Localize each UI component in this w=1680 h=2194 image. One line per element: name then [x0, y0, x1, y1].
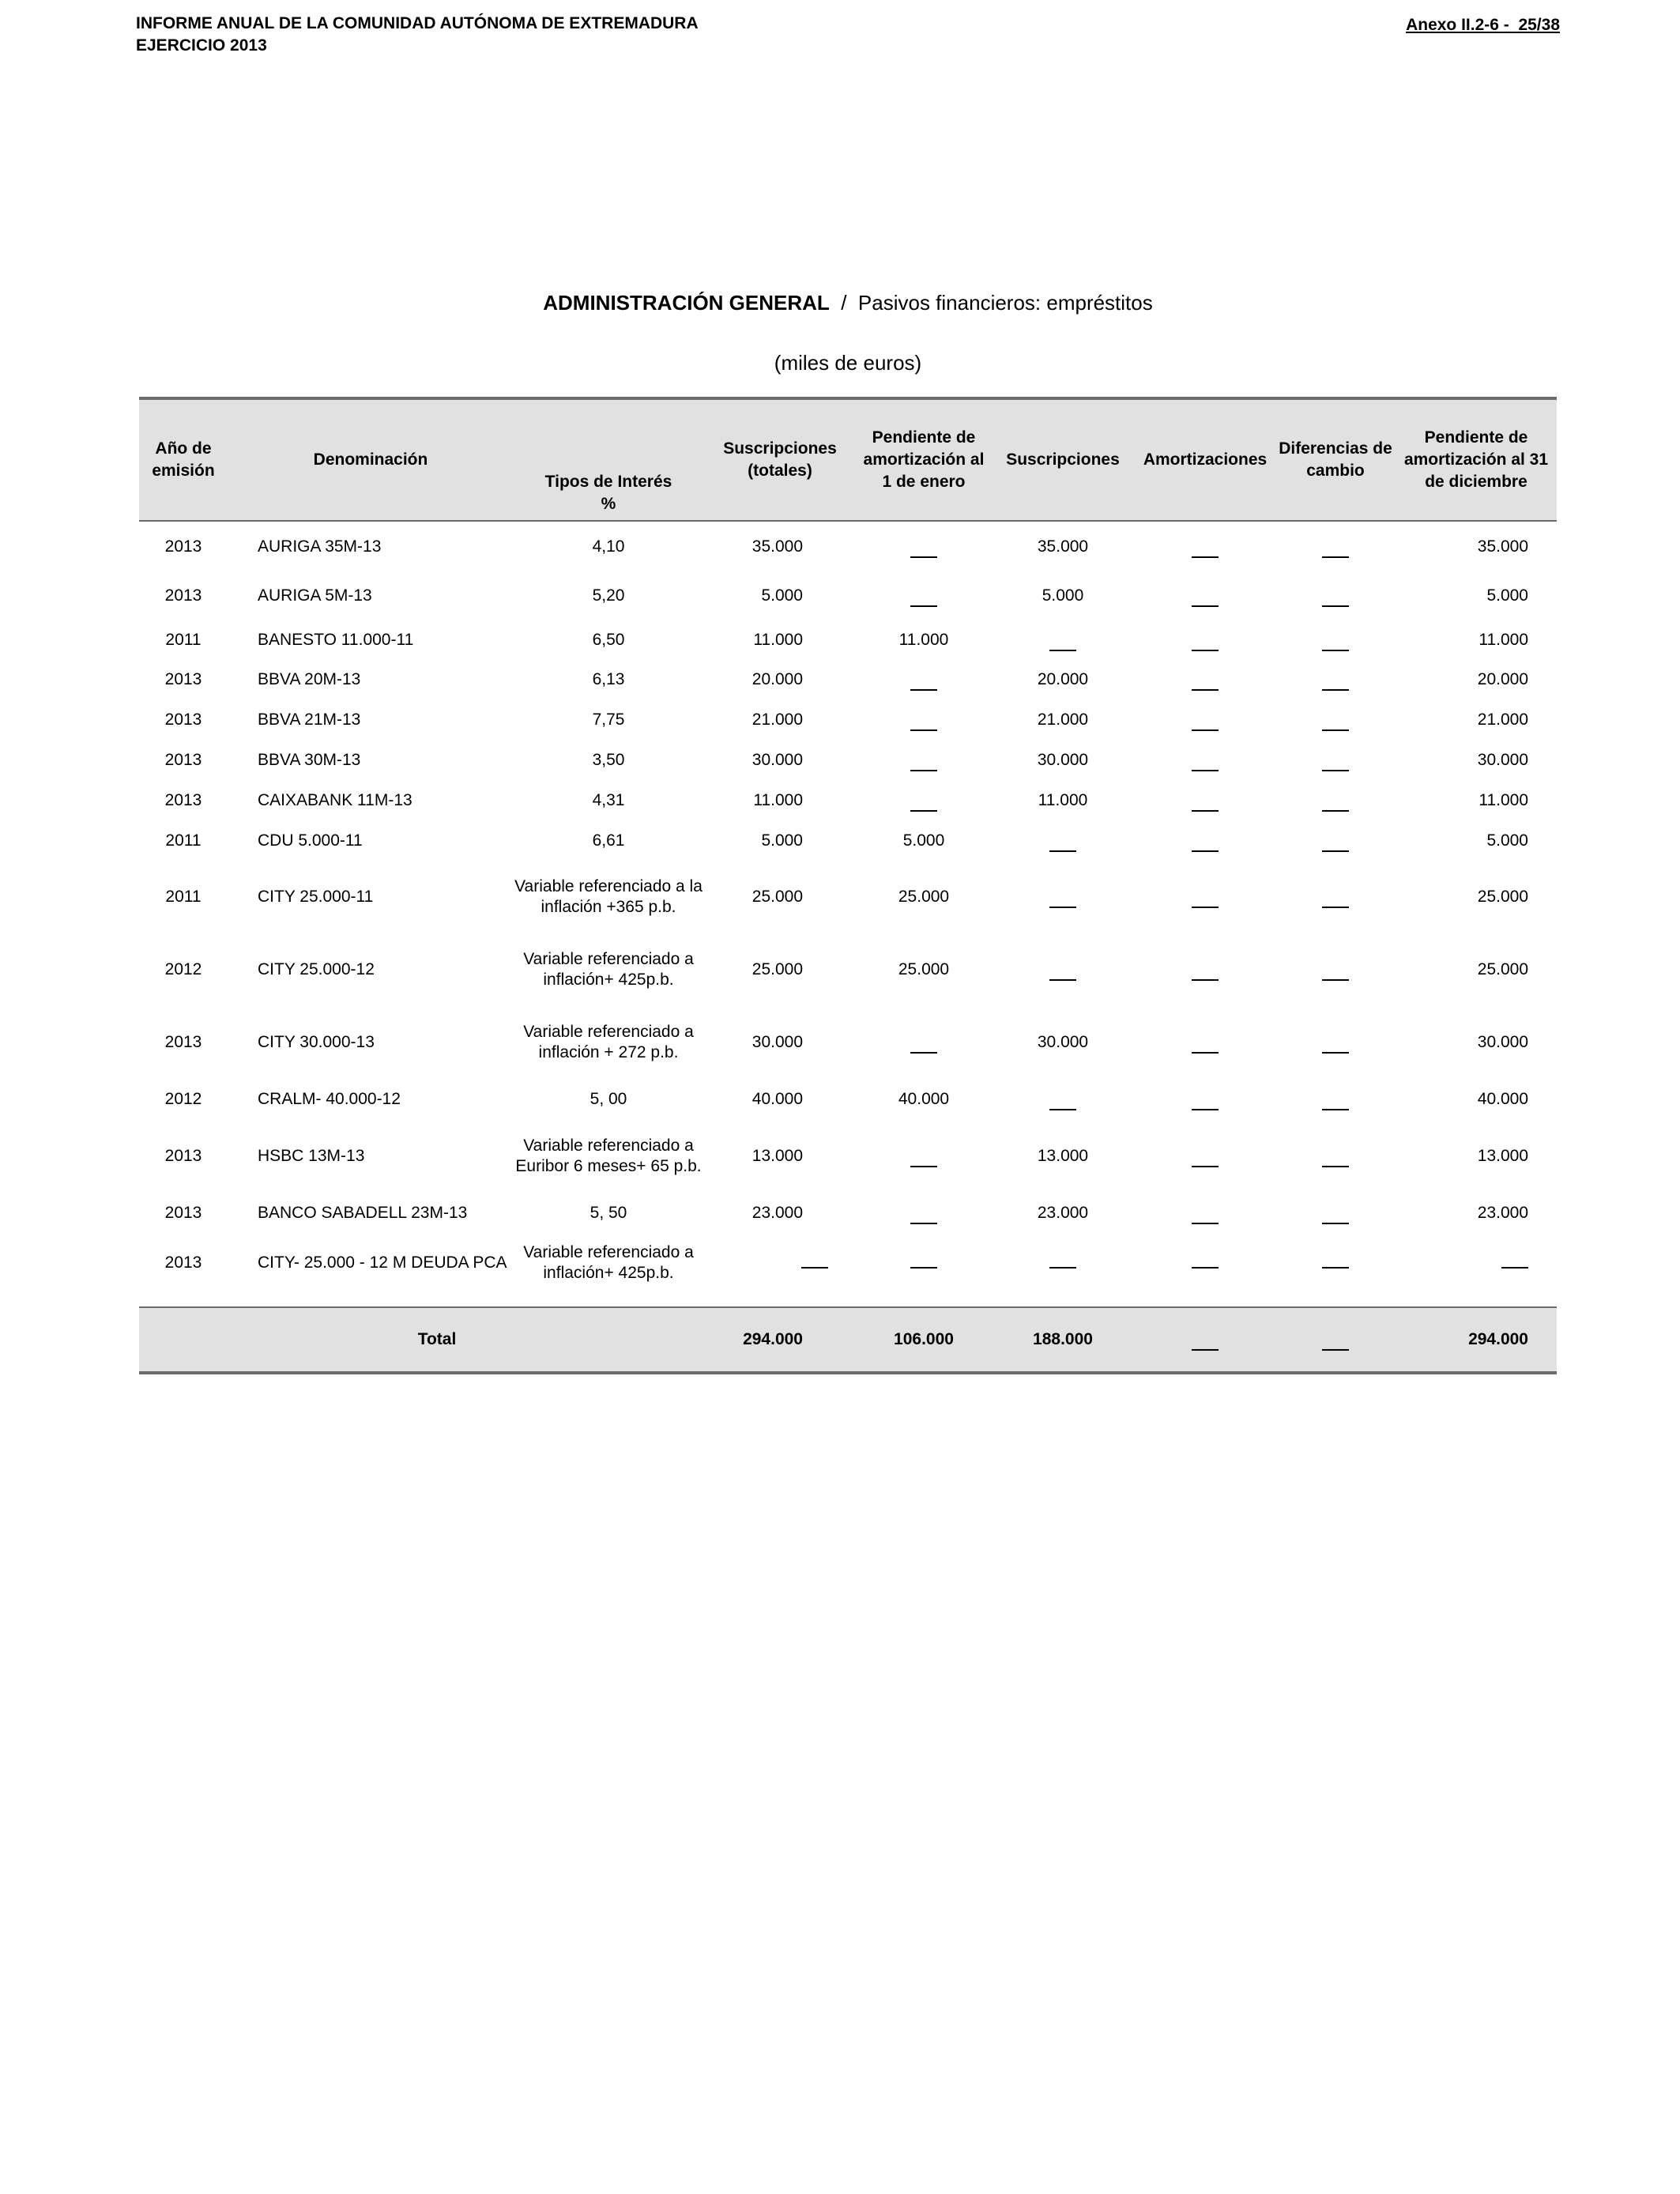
cell-suscripciones-totales: 30.000 — [751, 751, 803, 769]
cell-anio: 2013 — [164, 670, 202, 688]
empty-value-dash — [910, 689, 937, 691]
table-row — [139, 1006, 1557, 1079]
cell-pendiente-fin: 35.000 — [1477, 537, 1528, 556]
empty-value-dash — [1322, 1166, 1349, 1167]
cell-denominacion: CAIXABANK 11M-13 — [258, 791, 412, 809]
tipo-line-1: Variable referenciado a — [523, 1243, 694, 1261]
cell-tipo: 3,50 — [592, 751, 625, 769]
empty-value-dash — [1322, 810, 1349, 812]
cell-pendiente-inicio: 25.000 — [898, 960, 950, 978]
cell-pendiente-inicio — [857, 571, 991, 620]
cell-suscripciones-totales — [703, 1234, 857, 1292]
table-row — [139, 1120, 1557, 1193]
empty-value-dash — [1192, 689, 1219, 691]
cell-pendiente-fin: 25.000 — [1477, 960, 1528, 978]
cell-anio: 2013 — [164, 1204, 202, 1222]
cell-pendiente-inicio — [857, 521, 991, 571]
cell-anio: 2013 — [164, 1033, 202, 1051]
cell-diferencias — [1275, 821, 1396, 861]
cell-diferencias — [1275, 780, 1396, 821]
cell-suscripciones-totales: 13.000 — [751, 1147, 803, 1165]
cell-anio: 2013 — [164, 791, 202, 809]
annex-reference: Anexo II.2-6 - 25/38 — [1406, 16, 1560, 34]
table-row — [139, 521, 1557, 571]
col-suscripciones-totales-header: Suscripciones (totales) — [703, 398, 857, 521]
total-pendiente-inicio: 106.000 — [857, 1307, 991, 1373]
col-suscripciones-header: Suscripciones — [991, 398, 1135, 521]
cell-pendiente-inicio: 11.000 — [898, 631, 949, 649]
cell-tipo — [514, 861, 703, 933]
cell-suscripciones: 11.000 — [1038, 791, 1088, 809]
empty-value-dash — [1322, 979, 1349, 981]
cell-denominacion: BBVA 20M-13 — [258, 670, 361, 688]
cell-pendiente-inicio — [857, 780, 991, 821]
total-suscripciones: 188.000 — [991, 1307, 1135, 1373]
empty-value-dash — [1322, 1267, 1349, 1269]
total-label: Total — [139, 1307, 703, 1373]
cell-pendiente-fin: 11.000 — [1478, 791, 1528, 809]
cell-pendiente-fin — [1396, 1234, 1557, 1292]
empty-value-dash — [1501, 1267, 1528, 1269]
fiscal-year: EJERCICIO 2013 — [136, 36, 267, 55]
tipo-line-2: inflación +365 p.b. — [541, 898, 676, 916]
cell-suscripciones-totales: 40.000 — [751, 1090, 803, 1108]
cell-diferencias — [1275, 861, 1396, 933]
col-pendiente-inicio-header: Pendiente de amortización al 1 de enero — [857, 398, 991, 521]
empty-value-dash — [910, 1267, 937, 1269]
cell-pendiente-inicio — [857, 1120, 991, 1193]
cell-anio: 2013 — [164, 1147, 202, 1165]
cell-denominacion: BANESTO 11.000-11 — [258, 631, 414, 649]
cell-tipo — [514, 933, 703, 1006]
cell-amortizaciones — [1135, 660, 1275, 699]
empty-value-dash — [1192, 979, 1219, 981]
table-row — [139, 571, 1557, 620]
empty-value-dash — [1322, 689, 1349, 691]
cell-suscripciones: 20.000 — [1037, 670, 1089, 688]
empty-value-dash — [1192, 1052, 1219, 1054]
empty-value-dash — [1049, 650, 1076, 651]
cell-suscripciones — [991, 1079, 1135, 1120]
empty-value-dash — [910, 1052, 937, 1054]
cell-amortizaciones — [1135, 1120, 1275, 1193]
cell-denominacion: CITY 30.000-13 — [258, 1033, 375, 1051]
cell-pendiente-fin: 30.000 — [1477, 751, 1528, 769]
cell-pendiente-fin: 5.000 — [1486, 831, 1528, 850]
cell-denominacion: BBVA 30M-13 — [258, 751, 361, 769]
cell-tipo: 5, 00 — [590, 1090, 627, 1108]
empty-value-dash — [1192, 770, 1219, 771]
cell-diferencias — [1275, 660, 1396, 699]
total-diferencias — [1275, 1307, 1396, 1373]
cell-suscripciones — [991, 933, 1135, 1006]
table-row — [139, 1193, 1557, 1234]
cell-pendiente-inicio — [857, 1006, 991, 1079]
cell-suscripciones: 23.000 — [1037, 1204, 1089, 1222]
cell-suscripciones-totales: 5.000 — [761, 586, 803, 605]
empty-value-dash — [1192, 1349, 1219, 1351]
cell-tipo — [514, 1234, 703, 1292]
table-body — [139, 521, 1557, 1373]
total-row — [139, 1307, 1557, 1373]
table-row — [139, 933, 1557, 1006]
loans-table — [139, 397, 1557, 1374]
table-row — [139, 620, 1557, 660]
cell-anio: 2011 — [165, 631, 202, 649]
empty-value-dash — [910, 810, 937, 812]
empty-value-dash — [1322, 907, 1349, 908]
cell-anio: 2013 — [164, 537, 202, 556]
cell-tipo: 4,31 — [592, 791, 625, 809]
cell-denominacion: CITY 25.000-11 — [258, 888, 374, 906]
cell-amortizaciones — [1135, 1234, 1275, 1292]
cell-diferencias — [1275, 1079, 1396, 1120]
table-title — [139, 291, 1557, 315]
col-tipos-label: Tipos de Interés — [544, 473, 672, 491]
cell-amortizaciones — [1135, 699, 1275, 741]
cell-denominacion: CITY 25.000-12 — [258, 960, 375, 978]
empty-value-dash — [1192, 650, 1219, 651]
cell-pendiente-inicio — [857, 1234, 991, 1292]
total-pendiente-fin: 294.000 — [1396, 1307, 1557, 1373]
col-denominacion-header: Denominación — [228, 398, 514, 521]
cell-pendiente-inicio: 5.000 — [902, 831, 945, 850]
cell-suscripciones: 13.000 — [1037, 1147, 1089, 1165]
cell-tipo: 4,10 — [592, 537, 625, 556]
cell-denominacion: HSBC 13M-13 — [258, 1147, 365, 1165]
tipo-line-2: inflación+ 425p.b. — [543, 971, 674, 989]
cell-tipo — [514, 1006, 703, 1079]
empty-value-dash — [1322, 1052, 1349, 1054]
cell-tipo: 6,50 — [592, 631, 625, 649]
cell-diferencias — [1275, 1006, 1396, 1079]
col-amortizaciones-header: Amortizaciones — [1135, 398, 1275, 521]
empty-value-dash — [1322, 556, 1349, 558]
cell-suscripciones-totales: 35.000 — [751, 537, 803, 556]
table-row — [139, 861, 1557, 933]
cell-suscripciones — [991, 1234, 1135, 1292]
cell-diferencias — [1275, 1234, 1396, 1292]
cell-suscripciones-totales: 5.000 — [761, 831, 803, 850]
tipo-line-2: Euribor 6 meses+ 65 p.b. — [515, 1157, 702, 1175]
tipo-line-2: inflación + 272 p.b. — [538, 1043, 679, 1061]
col-anio-header: Año de emisión — [139, 398, 228, 521]
cell-amortizaciones — [1135, 933, 1275, 1006]
empty-value-dash — [910, 605, 937, 607]
cell-pendiente-fin: 20.000 — [1477, 670, 1528, 688]
cell-tipo: 6,13 — [592, 670, 625, 688]
cell-diferencias — [1275, 933, 1396, 1006]
cell-pendiente-inicio — [857, 660, 991, 699]
cell-amortizaciones — [1135, 1193, 1275, 1234]
cell-pendiente-fin: 40.000 — [1477, 1090, 1528, 1108]
tipo-line-1: Variable referenciado a — [523, 1137, 694, 1155]
cell-amortizaciones — [1135, 821, 1275, 861]
cell-pendiente-fin: 5.000 — [1486, 586, 1528, 605]
cell-pendiente-fin: 21.000 — [1477, 711, 1528, 729]
cell-diferencias — [1275, 521, 1396, 571]
col-pendiente-fin-header: Pendiente de amortización al 31 de diciembre — [1396, 398, 1557, 521]
cell-anio: 2013 — [164, 1253, 202, 1272]
title-subject: Pasivos financieros: empréstitos — [857, 291, 1153, 315]
empty-value-dash — [910, 770, 937, 771]
empty-value-dash — [1049, 1109, 1076, 1110]
empty-value-dash — [1049, 850, 1076, 852]
empty-value-dash — [1322, 770, 1349, 771]
cell-amortizaciones — [1135, 571, 1275, 620]
table-row — [139, 699, 1557, 741]
cell-diferencias — [1275, 620, 1396, 660]
empty-value-dash — [1192, 1166, 1219, 1167]
cell-suscripciones — [991, 620, 1135, 660]
cell-tipo: 7,75 — [592, 711, 625, 729]
cell-pendiente-fin: 23.000 — [1477, 1204, 1528, 1222]
cell-anio: 2012 — [164, 960, 202, 978]
cell-tipo: 6,61 — [592, 831, 625, 850]
empty-value-dash — [1192, 605, 1219, 607]
cell-suscripciones: 30.000 — [1037, 1033, 1089, 1051]
cell-tipo: 5, 50 — [590, 1204, 627, 1222]
cell-suscripciones-totales: 25.000 — [751, 960, 803, 978]
empty-value-dash — [1192, 907, 1219, 908]
cell-anio: 2012 — [164, 1090, 202, 1108]
cell-suscripciones — [991, 861, 1135, 933]
title-separator: / — [829, 291, 858, 315]
empty-value-dash — [1322, 850, 1349, 852]
cell-amortizaciones — [1135, 521, 1275, 571]
table-row — [139, 1079, 1557, 1120]
col-diferencias-header: Diferencias de cambio — [1275, 398, 1396, 521]
empty-value-dash — [1049, 907, 1076, 908]
table-row — [139, 741, 1557, 780]
table-row — [139, 1234, 1557, 1292]
empty-value-dash — [1322, 729, 1349, 731]
cell-amortizaciones — [1135, 861, 1275, 933]
empty-value-dash — [1322, 1109, 1349, 1110]
tipo-line-1: Variable referenciado a — [523, 1023, 694, 1041]
cell-suscripciones: 5.000 — [1042, 586, 1084, 605]
title-entity: ADMINISTRACIÓN GENERAL — [543, 291, 830, 315]
total-amortizaciones — [1135, 1307, 1275, 1373]
empty-value-dash — [910, 556, 937, 558]
cell-suscripciones-totales: 11.000 — [753, 631, 803, 649]
empty-value-dash — [1049, 979, 1076, 981]
cell-diferencias — [1275, 1193, 1396, 1234]
empty-value-dash — [1192, 850, 1219, 852]
empty-value-dash — [1322, 1349, 1349, 1351]
cell-denominacion: BBVA 21M-13 — [258, 711, 361, 729]
empty-value-dash — [1192, 1267, 1219, 1269]
cell-denominacion: BANCO SABADELL 23M-13 — [258, 1204, 468, 1222]
cell-diferencias — [1275, 699, 1396, 741]
table-row — [139, 660, 1557, 699]
cell-pendiente-fin: 30.000 — [1477, 1033, 1528, 1051]
cell-amortizaciones — [1135, 741, 1275, 780]
cell-diferencias — [1275, 741, 1396, 780]
col-tipos-header — [514, 398, 703, 521]
cell-pendiente-inicio — [857, 1193, 991, 1234]
cell-suscripciones: 21.000 — [1037, 711, 1089, 729]
cell-anio: 2013 — [164, 751, 202, 769]
cell-anio: 2013 — [164, 711, 202, 729]
cell-anio: 2011 — [165, 831, 202, 850]
cell-denominacion: AURIGA 35M-13 — [258, 537, 382, 556]
cell-tipo: 5,20 — [592, 586, 625, 605]
cell-anio: 2013 — [164, 586, 202, 605]
report-title: INFORME ANUAL DE LA COMUNIDAD AUTÓNOMA DE EXTREMADURA — [136, 14, 699, 32]
empty-value-dash — [1322, 605, 1349, 607]
empty-value-dash — [801, 1267, 828, 1269]
tipo-line-1: Variable referenciado a — [523, 950, 694, 968]
empty-value-dash — [910, 1166, 937, 1167]
col-tipos-pct: % — [601, 495, 616, 513]
cell-amortizaciones — [1135, 1079, 1275, 1120]
cell-pendiente-fin: 11.000 — [1478, 631, 1528, 649]
spacer-row — [139, 1292, 1557, 1307]
cell-suscripciones-totales: 23.000 — [751, 1204, 803, 1222]
empty-value-dash — [1192, 810, 1219, 812]
cell-suscripciones: 35.000 — [1037, 537, 1089, 556]
cell-denominacion: CITY- 25.000 - 12 M DEUDA PCA — [258, 1253, 507, 1272]
empty-value-dash — [1192, 556, 1219, 558]
cell-denominacion: AURIGA 5M-13 — [258, 586, 372, 605]
cell-suscripciones: 30.000 — [1037, 751, 1089, 769]
cell-pendiente-fin: 13.000 — [1477, 1147, 1528, 1165]
cell-pendiente-inicio — [857, 699, 991, 741]
cell-denominacion: CDU 5.000-11 — [258, 831, 363, 850]
cell-amortizaciones — [1135, 1006, 1275, 1079]
cell-suscripciones — [991, 821, 1135, 861]
table-units: (miles de euros) — [774, 351, 922, 375]
total-suscripciones-totales: 294.000 — [703, 1307, 857, 1373]
cell-pendiente-inicio: 25.000 — [898, 888, 950, 906]
empty-value-dash — [1049, 1267, 1076, 1269]
cell-diferencias — [1275, 571, 1396, 620]
cell-denominacion: CRALM- 40.000-12 — [258, 1090, 401, 1108]
cell-amortizaciones — [1135, 780, 1275, 821]
table-row — [139, 821, 1557, 861]
cell-pendiente-inicio — [857, 741, 991, 780]
cell-suscripciones-totales: 25.000 — [751, 888, 803, 906]
empty-value-dash — [1192, 1223, 1219, 1224]
empty-value-dash — [910, 729, 937, 731]
cell-tipo — [514, 1120, 703, 1193]
tipo-line-1: Variable referenciado a la — [514, 877, 703, 895]
cell-suscripciones-totales: 11.000 — [753, 791, 803, 809]
cell-suscripciones-totales: 30.000 — [751, 1033, 803, 1051]
tipo-line-2: inflación+ 425p.b. — [543, 1264, 674, 1282]
empty-value-dash — [1322, 1223, 1349, 1224]
table-row — [139, 780, 1557, 821]
report-header — [136, 13, 699, 57]
cell-suscripciones-totales: 20.000 — [751, 670, 803, 688]
table-header-row — [139, 398, 1557, 521]
empty-value-dash — [1192, 1109, 1219, 1110]
cell-anio: 2011 — [165, 888, 202, 906]
cell-diferencias — [1275, 1120, 1396, 1193]
cell-amortizaciones — [1135, 620, 1275, 660]
empty-value-dash — [1192, 729, 1219, 731]
cell-suscripciones-totales: 21.000 — [751, 711, 803, 729]
cell-pendiente-fin: 25.000 — [1477, 888, 1528, 906]
empty-value-dash — [910, 1223, 937, 1224]
cell-pendiente-inicio: 40.000 — [898, 1090, 950, 1108]
empty-value-dash — [1322, 650, 1349, 651]
